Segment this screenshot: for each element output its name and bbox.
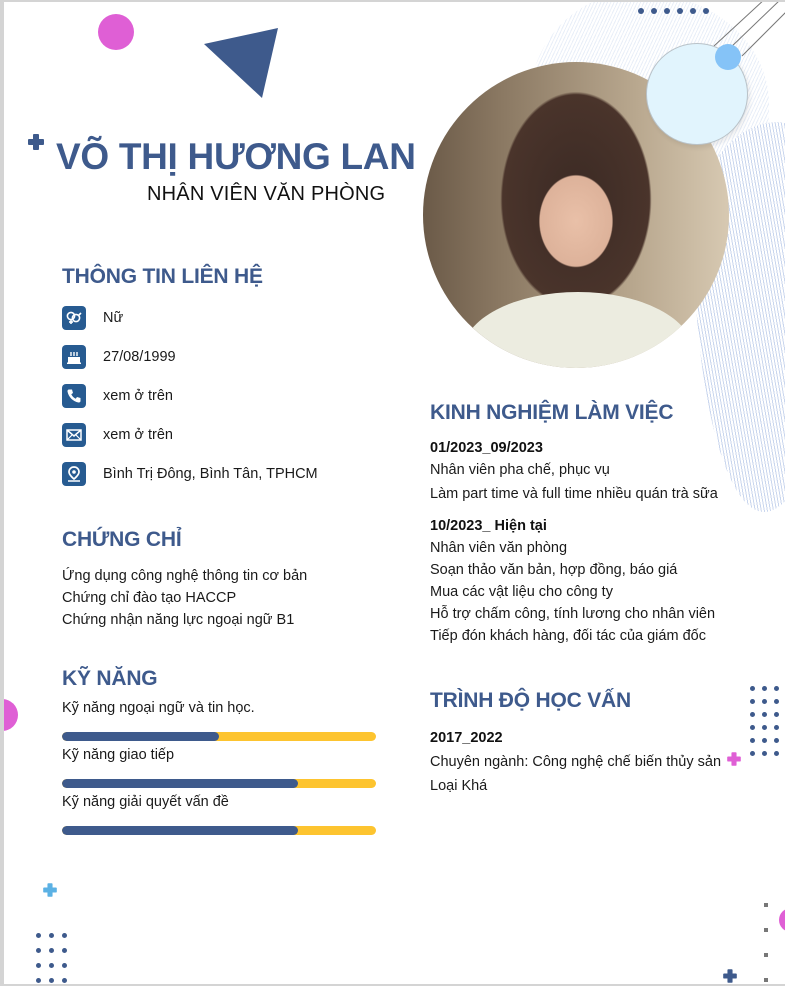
skill-progress-fill — [62, 826, 298, 835]
phone-icon — [62, 384, 86, 408]
education-line: Chuyên ngành: Công nghệ chế biến thủy sản — [430, 754, 722, 770]
blue-circle-decoration — [715, 44, 741, 70]
contact-item-gender — [62, 306, 123, 330]
certificate-item: Chứng chỉ đào tạo HACCP — [62, 590, 237, 606]
education-period: 2017_2022 — [430, 730, 503, 746]
birthday-cake-icon — [62, 345, 86, 369]
contact-email-text: xem ở trên — [103, 427, 173, 443]
gender-icon — [62, 306, 86, 330]
experience-line: Nhân viên văn phòng — [430, 540, 568, 556]
skill-progress-bar — [62, 826, 376, 835]
education-entry — [430, 726, 721, 798]
contact-phone-text: xem ở trên — [103, 388, 173, 404]
experience-entry — [430, 437, 718, 505]
dots-grid-decoration — [36, 933, 67, 983]
skill-progress-bar — [62, 732, 376, 741]
contact-section-title: THÔNG TIN LIÊN HỆ — [62, 265, 263, 288]
contact-gender-text: Nữ — [103, 310, 124, 326]
plus-icon — [727, 752, 741, 766]
contact-item-address — [62, 462, 318, 486]
candidate-name: VÕ THỊ HƯƠNG LAN — [56, 136, 416, 177]
experience-entry — [430, 515, 715, 647]
skill-label: Kỹ năng giao tiếp — [62, 747, 175, 763]
experience-section-title: KINH NGHIỆM LÀM VIỆC — [430, 401, 674, 424]
skill-progress-fill — [62, 779, 298, 788]
pink-circle-decoration — [4, 699, 18, 731]
contact-birthday-text: 27/08/1999 — [103, 349, 176, 365]
dots-grid-decoration — [750, 686, 779, 756]
certificates-list — [62, 565, 307, 631]
location-pin-icon — [62, 462, 86, 486]
skill-item — [62, 747, 376, 763]
experience-line: Làm part time và full time nhiều quán trà sữa — [430, 486, 718, 502]
experience-line: Soạn thảo văn bản, hợp đồng, báo giá — [430, 562, 678, 578]
contact-address-text: Bình Trị Đông, Bình Tân, TPHCM — [103, 466, 318, 482]
skill-label: Kỹ năng ngoại ngữ và tin học. — [62, 700, 255, 716]
pink-circle-decoration — [779, 908, 785, 932]
pink-circle-decoration — [98, 14, 134, 50]
skills-section-title: KỸ NĂNG — [62, 667, 158, 690]
triangle-decoration — [202, 24, 282, 104]
plus-icon — [43, 883, 57, 897]
experience-line: Tiếp đón khách hàng, đối tác của giám đốc — [430, 628, 706, 644]
email-icon — [62, 423, 86, 447]
certificates-section-title: CHỨNG CHỈ — [62, 528, 182, 551]
cv-page — [4, 2, 785, 984]
contact-item-phone — [62, 384, 173, 408]
dots-column-decoration — [764, 903, 768, 982]
skill-progress-bar — [62, 779, 376, 788]
job-title: NHÂN VIÊN VĂN PHÒNG — [147, 183, 386, 205]
contact-item-email — [62, 423, 173, 447]
dots-row-decoration — [638, 8, 709, 14]
skill-item — [62, 794, 376, 810]
skill-item — [62, 700, 376, 716]
certificate-item: Ứng dụng công nghệ thông tin cơ bản — [62, 568, 308, 584]
education-section-title: TRÌNH ĐỘ HỌC VẤN — [430, 689, 631, 712]
certificate-item: Chứng nhận năng lực ngoại ngữ B1 — [62, 612, 295, 628]
education-line: Loại Khá — [430, 778, 488, 794]
experience-period: 01/2023_09/2023 — [430, 440, 543, 456]
experience-line: Mua các vật liệu cho công ty — [430, 584, 613, 600]
experience-line: Nhân viên pha chế, phục vụ — [430, 462, 610, 478]
skill-label: Kỹ năng giải quyết vấn đề — [62, 794, 229, 810]
skill-progress-fill — [62, 732, 219, 741]
plus-icon — [28, 134, 44, 150]
experience-period: 10/2023_ Hiện tại — [430, 518, 547, 534]
experience-line: Hỗ trợ chấm công, tính lương cho nhân viên — [430, 606, 716, 622]
plus-icon — [723, 969, 737, 983]
contact-item-birthday — [62, 345, 176, 369]
